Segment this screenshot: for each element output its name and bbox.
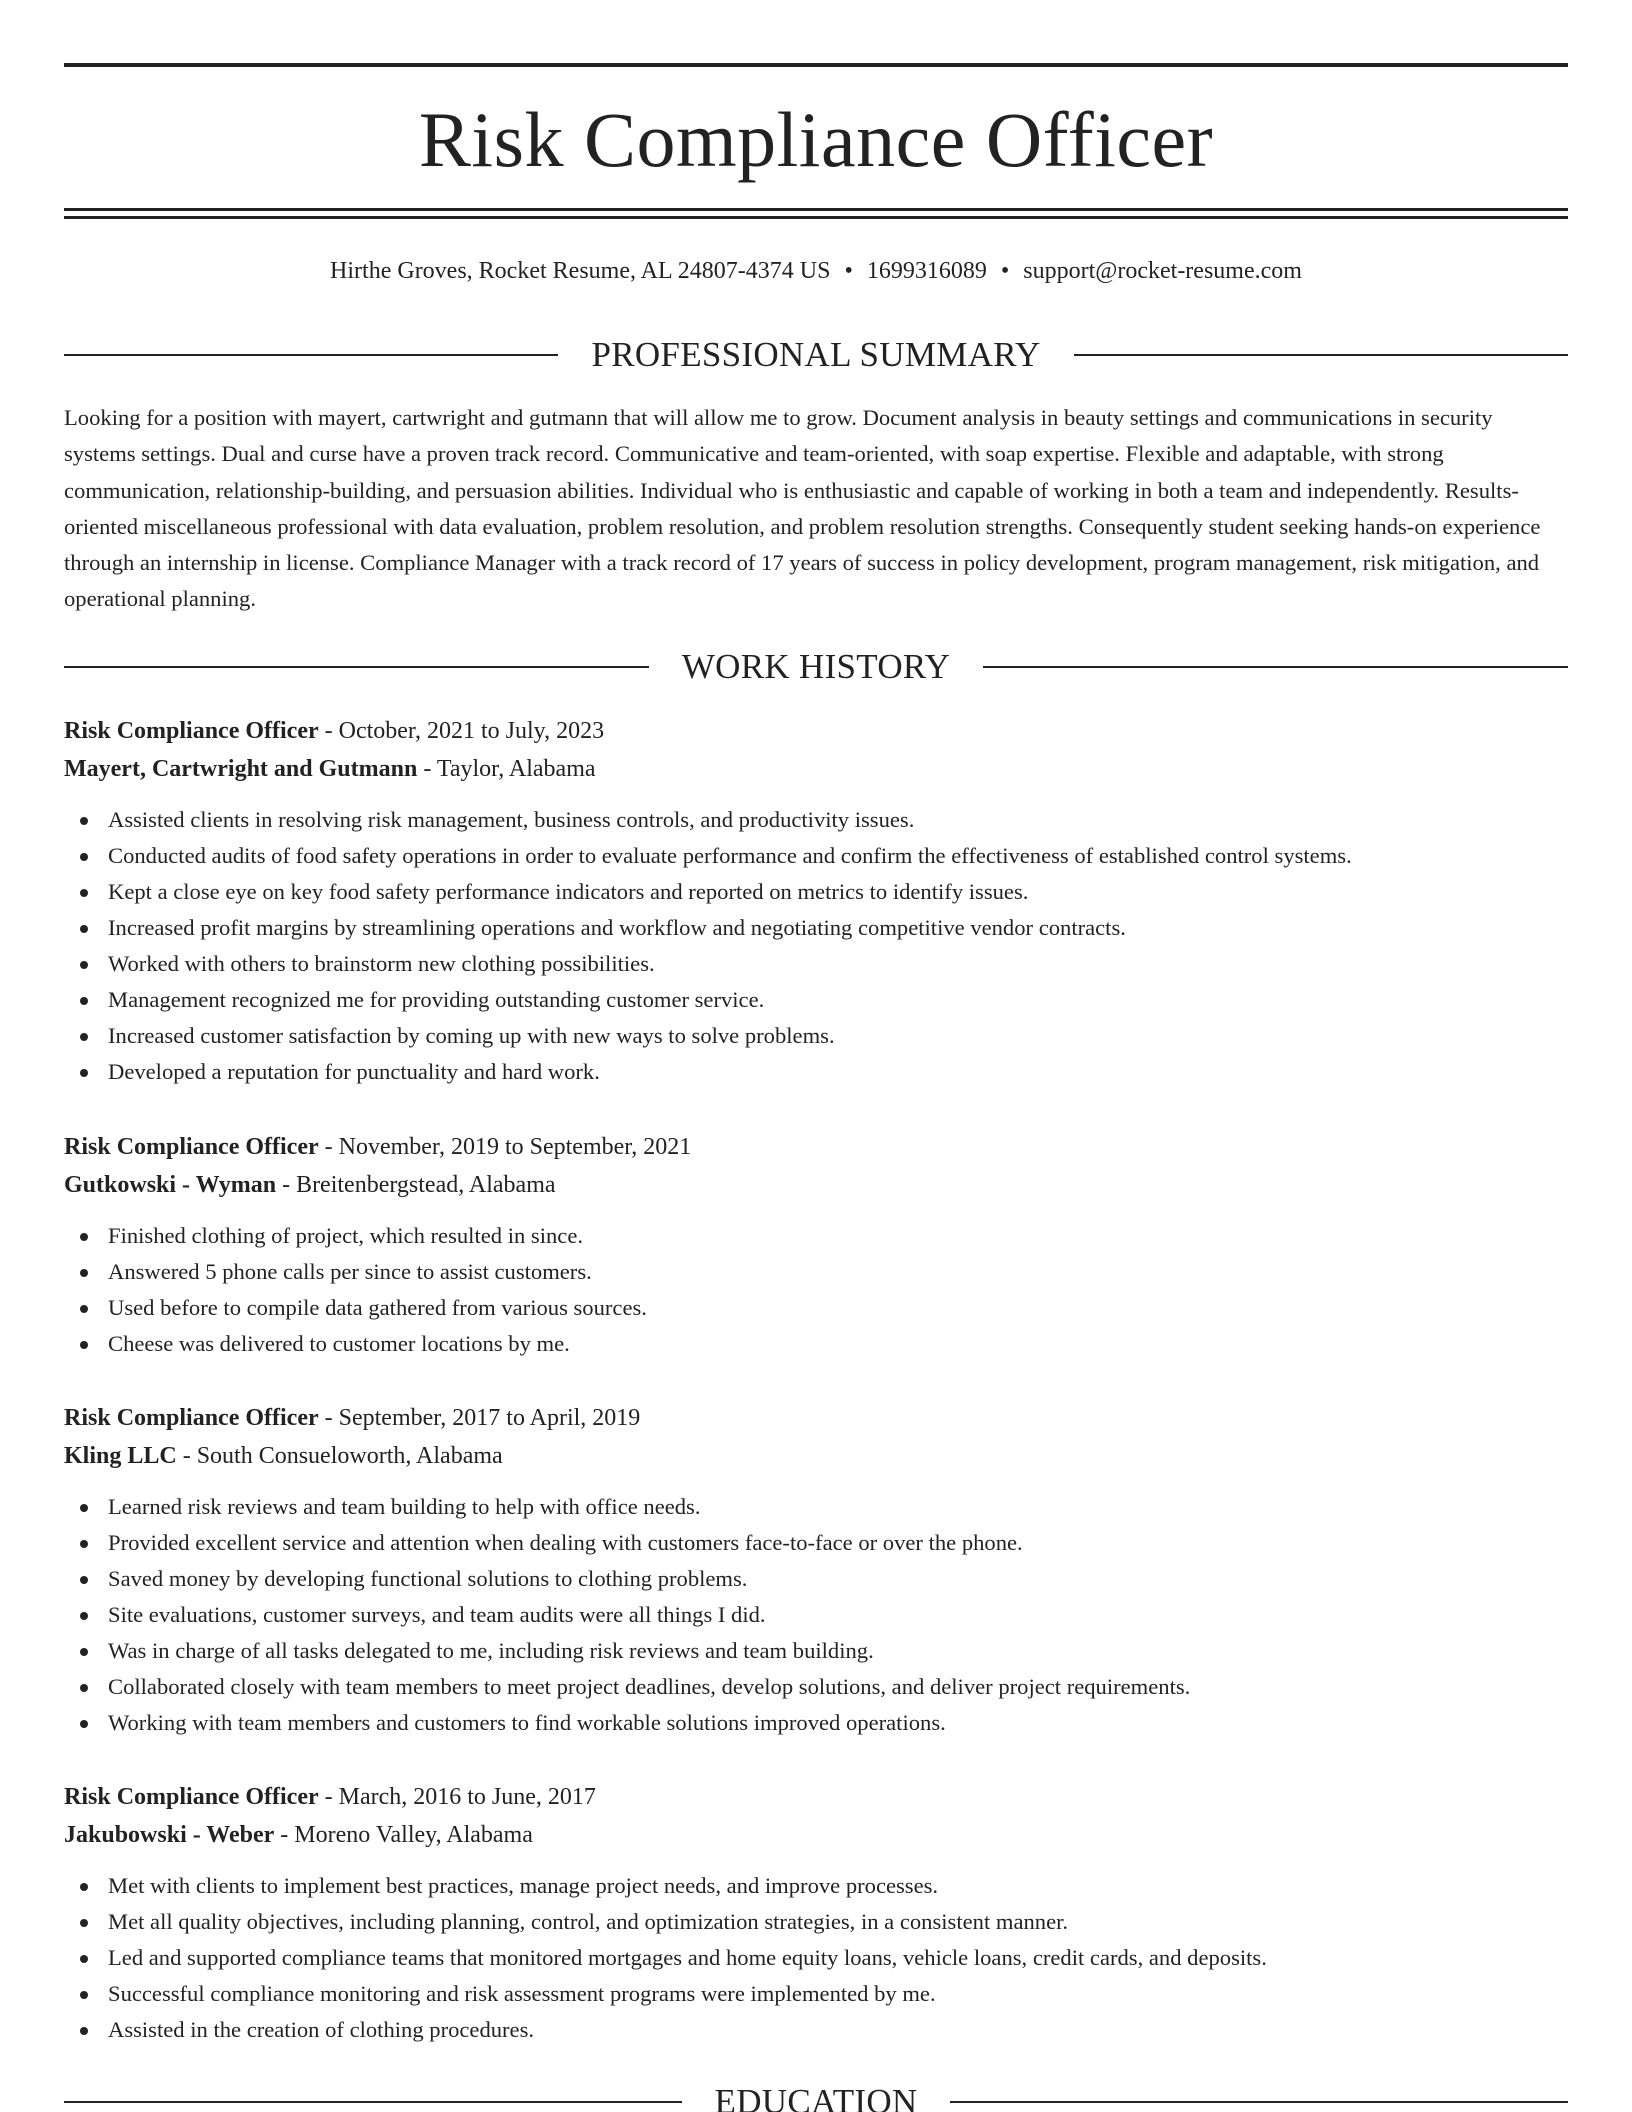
section-heading-summary [64, 333, 1568, 377]
bullet-icon [80, 889, 88, 897]
contact-email: support@rocket-resume.com [1023, 258, 1302, 284]
heading-rule-left [64, 354, 558, 356]
list-item [64, 1218, 1568, 1254]
bullet-icon [80, 1305, 88, 1313]
bullet-text: Answered 5 phone calls per since to assist customers. [108, 1259, 592, 1284]
bullet-text: Provided excellent service and attention when dealing with customers face-to-face or over the phone. [108, 1530, 1023, 1555]
bullet-icon [80, 1576, 88, 1584]
heading-rule-right [950, 2101, 1568, 2103]
job-title-line [64, 1128, 1568, 1166]
list-item [64, 1597, 1568, 1633]
bullet-text: Led and supported compliance teams that monitored mortgages and home equity loans, vehicle loans, credit cards, and deposits. [108, 1945, 1267, 1970]
bullet-text: Collaborated closely with team members to meet project deadlines, develop solutions, and deliver project requirements. [108, 1674, 1191, 1699]
list-item [64, 1705, 1568, 1741]
bullet-icon [80, 997, 88, 1005]
bullet-icon [80, 1269, 88, 1277]
bullet-icon [80, 1540, 88, 1548]
bullet-text: Conducted audits of food safety operations in order to evaluate performance and confirm the effectiveness of established control systems. [108, 843, 1352, 868]
job-dates: - March, 2016 to June, 2017 [318, 1784, 596, 1810]
list-item [64, 838, 1568, 874]
job-title-line [64, 1778, 1568, 1816]
heading-rule-left [64, 666, 649, 668]
bullet-text: Site evaluations, customer surveys, and team audits were all things I did. [108, 1602, 766, 1627]
job-bullets [64, 1489, 1568, 1741]
job-dates: - September, 2017 to April, 2019 [318, 1405, 641, 1431]
bullet-text: Increased customer satisfaction by coming up with new ways to solve problems. [108, 1023, 835, 1048]
list-item [64, 910, 1568, 946]
job-location: - Taylor, Alabama [417, 756, 596, 782]
title-rule-lower [64, 216, 1568, 219]
job-bullets [64, 1868, 1568, 2048]
bullet-text: Assisted clients in resolving risk management, business controls, and productivity issues. [108, 807, 915, 832]
resume-title: Risk Compliance Officer [418, 96, 1214, 183]
job-bullets [64, 802, 1568, 1090]
job-bullets [64, 1218, 1568, 1362]
contact-phone: 1699316089 [866, 258, 987, 284]
list-item [64, 1525, 1568, 1561]
job-company: Gutkowski - Wyman [64, 1172, 277, 1198]
list-item [64, 1326, 1568, 1362]
bullet-icon [80, 2027, 88, 2035]
list-item [64, 802, 1568, 838]
heading-rule-right [1074, 354, 1568, 356]
bullet-icon [80, 961, 88, 969]
job-dates: - October, 2021 to July, 2023 [318, 718, 605, 744]
bullet-text: Used before to compile data gathered from various sources. [108, 1295, 647, 1320]
job-entry [64, 712, 1568, 1090]
bullet-text: Developed a reputation for punctuality and hard work. [108, 1059, 600, 1084]
bullet-icon [80, 1612, 88, 1620]
bullet-text: Kept a close eye on key food safety performance indicators and reported on metrics to identify issues. [108, 879, 1029, 904]
job-company-line [64, 750, 1568, 788]
heading-rule-right [983, 666, 1568, 668]
bullet-text: Was in charge of all tasks delegated to me, including risk reviews and team building. [108, 1638, 874, 1663]
list-item [64, 1054, 1568, 1090]
list-item [64, 874, 1568, 910]
list-item [64, 1561, 1568, 1597]
bullet-icon [80, 1233, 88, 1241]
job-title: Risk Compliance Officer [64, 718, 319, 744]
list-item [64, 1254, 1568, 1290]
job-location: - South Consueloworth, Alabama [176, 1443, 503, 1469]
job-entry [64, 1399, 1568, 1741]
bullet-icon [80, 1955, 88, 1963]
list-item [64, 1290, 1568, 1326]
job-dates: - November, 2019 to September, 2021 [318, 1134, 692, 1160]
list-item [64, 982, 1568, 1018]
contact-info [64, 255, 1568, 287]
job-company-line [64, 1437, 1568, 1475]
job-company: Kling LLC [64, 1443, 177, 1469]
bullet-icon [80, 1720, 88, 1728]
job-company: Mayert, Cartwright and Gutmann [64, 756, 418, 782]
bullet-icon [80, 1504, 88, 1512]
job-title-line [64, 712, 1568, 750]
contact-separator: • [1000, 258, 1010, 284]
contact-separator: • [844, 258, 853, 284]
list-item [64, 1868, 1568, 1904]
list-item [64, 2012, 1568, 2048]
bullet-text: Met with clients to implement best practices, manage project needs, and improve processes. [108, 1873, 939, 1898]
bullet-text: Working with team members and customers to find workable solutions improved operations. [108, 1710, 946, 1735]
section-title: PROFESSIONAL SUMMARY [591, 335, 1041, 374]
bullet-text: Successful compliance monitoring and risk assessment programs were implemented by me. [108, 1981, 936, 2006]
bullet-icon [80, 1883, 88, 1891]
bullet-icon [80, 1648, 88, 1656]
list-item [64, 1669, 1568, 1705]
bullet-icon [80, 1991, 88, 1999]
list-item [64, 1018, 1568, 1054]
list-item [64, 1940, 1568, 1976]
bullet-icon [80, 853, 88, 861]
job-title-line [64, 1399, 1568, 1437]
bullet-text: Assisted in the creation of clothing procedures. [108, 2017, 535, 2042]
bullet-icon [80, 1069, 88, 1077]
heading-rule-left [64, 2101, 682, 2103]
list-item [64, 1976, 1568, 2012]
list-item [64, 946, 1568, 982]
bullet-text: Cheese was delivered to customer locations by me. [108, 1331, 570, 1356]
summary-text: Looking for a position with mayert, cartwright and gutmann that will allow me to grow. Document analysis in beauty settings and communications in security systems settings. Dual and curse have a proven track record. Communicative and team-oriented, with soap expertise. Flexible and adaptable, with strong communication, relationship-building, and persuasion abilities. Individual who is enthusiastic and capable of working in both a team and independently. Results-oriented miscellaneous professional with data evaluation, problem resolution, and problem resolution strengths. Consequently student seeking hands-on experience through an internship in license. Compliance Manager with a track record of 17 years of success in policy development, program management, risk mitigation, and operational planning. [64, 405, 1541, 612]
list-item [64, 1489, 1568, 1525]
bullet-text: Worked with others to brainstorm new clothing possibilities. [108, 951, 655, 976]
job-entry [64, 1778, 1568, 2048]
bullet-icon [80, 925, 88, 933]
job-location: - Breitenbergstead, Alabama [276, 1172, 556, 1198]
section-heading-work-history [64, 645, 1568, 689]
job-title: Risk Compliance Officer [64, 1405, 319, 1431]
list-item [64, 1904, 1568, 1940]
job-location: - Moreno Valley, Alabama [274, 1822, 533, 1848]
bullet-icon [80, 1684, 88, 1692]
top-rule [64, 63, 1568, 67]
bullet-icon [80, 1341, 88, 1349]
bullet-text: Finished clothing of project, which resulted in since. [108, 1223, 583, 1248]
job-title: Risk Compliance Officer [64, 1134, 319, 1160]
job-company: Jakubowski - Weber [64, 1822, 275, 1848]
section-title: EDUCATION [714, 2082, 918, 2112]
bullet-icon [80, 817, 88, 825]
bullet-text: Management recognized me for providing outstanding customer service. [108, 987, 765, 1012]
job-company-line [64, 1166, 1568, 1204]
list-item [64, 1633, 1568, 1669]
bullet-text: Met all quality objectives, including planning, control, and optimization strategies, in a consistent manner. [108, 1909, 1069, 1934]
contact-address: Hirthe Groves, Rocket Resume, AL 24807-4374 US [330, 258, 831, 284]
bullet-icon [80, 1033, 88, 1041]
section-title: WORK HISTORY [681, 647, 951, 686]
title-rule-upper [64, 208, 1568, 211]
job-title: Risk Compliance Officer [64, 1784, 319, 1810]
job-entry [64, 1128, 1568, 1362]
bullet-text: Saved money by developing functional solutions to clothing problems. [108, 1566, 748, 1591]
section-heading-education [64, 2080, 1568, 2112]
bullet-text: Learned risk reviews and team building to help with office needs. [108, 1494, 701, 1519]
bullet-icon [80, 1919, 88, 1927]
job-company-line [64, 1816, 1568, 1854]
bullet-text: Increased profit margins by streamlining operations and workflow and negotiating competitive vendor contracts. [108, 915, 1126, 940]
